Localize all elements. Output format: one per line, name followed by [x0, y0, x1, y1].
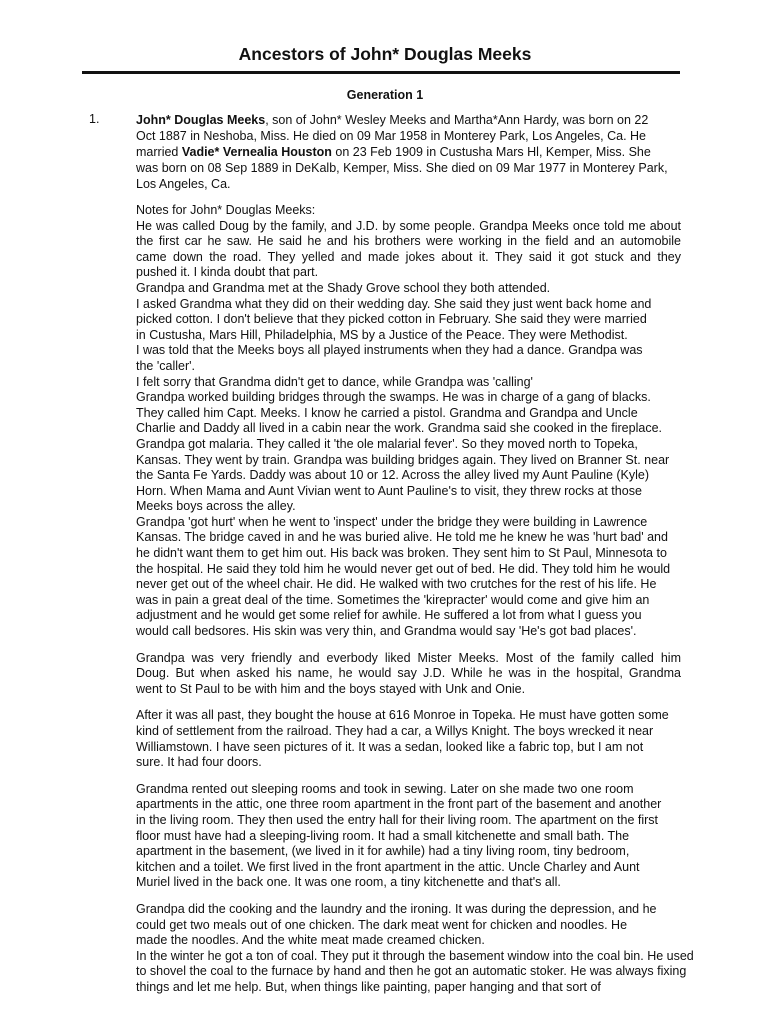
text-line: Horn. When Mama and Aunt Vivian went to Aunt Pauline's to visit, they threw rocks at those [136, 483, 642, 498]
notes-paragraph [136, 782, 681, 891]
text-line: made the noodles. And the white meat made creamed chicken. [136, 933, 485, 948]
text-line: apartment in the basement, (we lived in it for awhile) had a tiny living room, tiny bedroom, [136, 844, 630, 859]
text-line: After it was all past, they bought the house at 616 Monroe in Topeka. He must have gotten some [136, 708, 669, 723]
text-line: the first car he saw. He said he and his brothers were working in the field and an automobile [136, 234, 681, 249]
text-line: Williamstown. I have seen pictures of it. It was a sedan, looked like a fabric top, but I am not [136, 739, 644, 754]
text-line: adjustment and he would get some relief for awhile. He suffered a lot from what I guess you [136, 608, 642, 623]
spouse-name: Vadie* Vernealia Houston [181, 145, 332, 159]
text-line: He was called Doug by the family, and J.D. by some people. Grandpa Meeks once told me about [136, 218, 681, 233]
entry-line [136, 144, 681, 160]
text-line: in the living room. They then used the entry hall for their living room. The apartment on the first [136, 812, 659, 827]
text-line: came down the road. They yelled and made jokes about it. They said it got stuck and they [136, 249, 681, 264]
title-divider [82, 71, 680, 74]
text-line: Grandpa got malaria. They called it 'the ole malarial fever'. So they moved north to Topeka, [136, 436, 638, 451]
text-line: Grandpa did the cooking and the laundry and the ironing. It was during the depression, and he [136, 901, 657, 916]
text-line: Muriel lived in the back one. It was one room, a tiny kitchenette and that's all. [136, 875, 561, 890]
generation-heading: Generation 1 [346, 88, 424, 102]
text-line: Grandma rented out sleeping rooms and took in sewing. Later on she made two one room [136, 781, 634, 796]
text-line: he didn't want them to get him out. His back was broken. They sent him to St Paul, Minnesota to [136, 546, 667, 561]
entry-text: married [136, 145, 182, 159]
text-line: Charlie and Daddy all lived in a cabin near the work. Grandma said she cooked in the fireplace. [136, 421, 662, 436]
notes-paragraph [136, 651, 681, 698]
notes-paragraph [136, 708, 681, 770]
entry-summary [136, 112, 681, 192]
text-line: went to St Paul to be with him and the boys stayed with Unk and Onie. [136, 681, 526, 696]
entry-number: 1. [89, 112, 100, 126]
entry-line: was born on 08 Sep 1889 in DeKalb, Kemper, Miss. She died on 09 Mar 1977 in Monterey Park, [136, 161, 668, 175]
text-line: kind of settlement from the railroad. They had a car, a Willys Knight. The boys wrecked it near [136, 724, 654, 738]
text-line: the hospital. He said they told him he would never get out of bed. He did. They told him he would [136, 561, 671, 576]
text-line: picked cotton. I don't believe that they picked cotton in February. She said they were married [136, 312, 647, 327]
text-line: was in pain a great deal of the time. Sometimes the 'kirepracter' would come and give him an [136, 592, 650, 607]
text-line: I asked Grandma what they did on their wedding day. She said they just went back home and [136, 296, 652, 311]
entry-line: Los Angeles, Ca. [136, 177, 231, 191]
entry-line [136, 112, 681, 128]
text-line: Kansas. The bridge caved in and he was buried alive. He told me he knew he was 'hurt bad' and [136, 530, 668, 545]
text-line: I felt sorry that Grandma didn't get to dance, while Grandpa was 'calling' [136, 374, 533, 389]
text-line: Grandpa and Grandma met at the Shady Grove school they both attended. [136, 280, 551, 295]
text-line: to shovel the coal to the furnace by hand and then he got an automatic stoker. He was always fixing [136, 964, 687, 979]
text-line: never get out of the wheel chair. He did. He walked with two crutches for the rest of his life. He [136, 577, 657, 592]
notes-paragraph [136, 901, 694, 996]
text-line: things and let me help. But, when things like painting, paper hanging and that sort of [136, 979, 601, 994]
text-line: the 'caller'. [136, 358, 195, 373]
text-line: They called him Capt. Meeks. I know he carried a pistol. Grandma and Grandpa and Uncle [136, 405, 638, 420]
notes-section [136, 203, 694, 996]
text-line: sure. It had four doors. [136, 755, 262, 770]
text-line: kitchen and a toilet. We first lived in the front apartment in the attic. Uncle Charley and Aunt [136, 859, 640, 874]
text-line: would call bedsores. His skin was very thin, and Grandma would say 'He's got bad places'. [136, 624, 637, 639]
text-line: Grandpa was very friendly and everbody liked Mister Meeks. Most of the family called him [136, 650, 681, 665]
text-line: I was told that the Meeks boys all played instruments when they had a dance. Grandpa was [136, 343, 643, 358]
text-line: Kansas. They went by train. Grandpa was building bridges again. They lived on Branner St. near [136, 452, 670, 467]
text-line: Grandpa worked building bridges through the swamps. He was in charge of a gang of blacks. [136, 390, 651, 405]
text-line: could get two meals out of one chicken. The dark meat went for chicken and noodles. He [136, 917, 628, 932]
entry-line: Oct 1887 in Neshoba, Miss. He died on 09 Mar 1958 in Monterey Park, Los Angeles, Ca. He [136, 129, 646, 143]
entry-text: on 23 Feb 1909 in Custusha Mars Hl, Kemper, Miss. She [331, 145, 651, 159]
text-line: Notes for John* Douglas Meeks: [136, 203, 316, 217]
entry-text: , son of John* Wesley Meeks and Martha*Ann Hardy, was born on 22 [265, 113, 649, 127]
text-line: In the winter he got a ton of coal. They put it through the basement window into the coal bin. He used [136, 948, 694, 963]
text-line: apartments in the attic, one three room apartment in the front part of the basement and another [136, 797, 662, 812]
text-line: Doug. But when asked his name, he would say J.D. While he was in the hospital, Grandma [136, 666, 681, 681]
text-line: floor must have had a sleeping-living room. It had a small kitchenette and small bath. The [136, 828, 630, 843]
document-title: Ancestors of John* Douglas Meeks [238, 44, 532, 64]
text-line: in Custusha, Mars Hill, Philadelphia, MS by a Justice of the Peace. They were Methodist. [136, 327, 628, 342]
entry-body [136, 112, 694, 1007]
text-line: pushed it. I kinda doubt that part. [136, 265, 319, 280]
text-line: the Santa Fe Yards. Daddy was about 10 or 12. Across the alley lived my Aunt Pauline (Kyle) [136, 468, 650, 483]
text-line: Meeks boys across the alley. [136, 499, 296, 514]
text-line: Grandpa 'got hurt' when he went to 'inspect' under the bridge they were building in Lawrence [136, 514, 648, 529]
person-name: John* Douglas Meeks [136, 113, 266, 127]
notes-paragraph [136, 203, 681, 640]
